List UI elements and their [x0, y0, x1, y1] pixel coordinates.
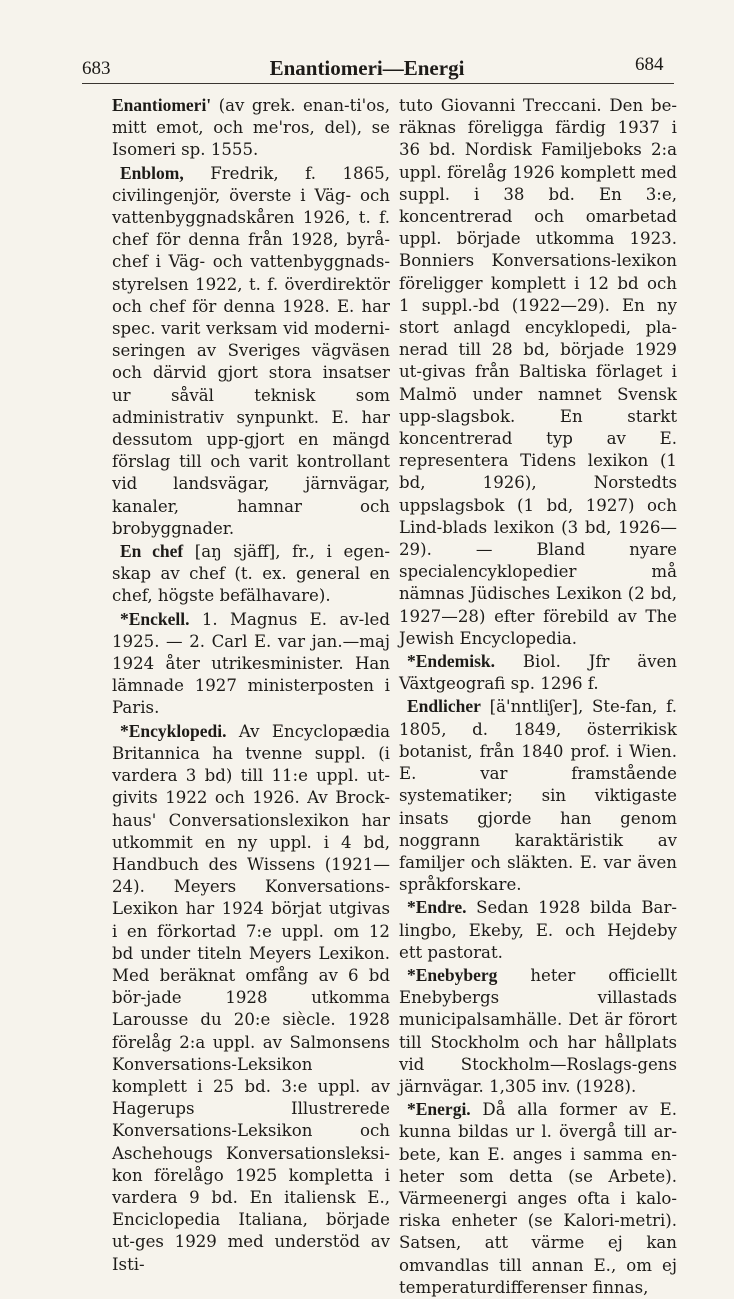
- entry-text: (av grek. enan-ti'os, mitt emot, och me'ros, del), se Isomeri sp. 1555.: [112, 96, 390, 160]
- page-number-right: 684: [635, 54, 664, 75]
- running-title: Enantiomeri—Energi: [269, 56, 465, 80]
- entry-text: [aŋ sjäff], fr., i egen-skap av chef (t. ex. general en chef, högste befälhavare).: [112, 542, 390, 606]
- entry-text: tuto Giovanni Treccani. Den be-räknas föreligga färdig 1937 i 36 bd. Nordisk Familjeboks 2:a uppl. förelåg 1926 komplett med suppl. i 38 bd. En 3:e, koncentrerad och omarbetad uppl. började utkomma 1923. Bonniers Konversations-lexikon föreligger komplett i 12 bd och 1 suppl.-bd (1922—29). En ny stort anlagd encyklopedi, pla-nerad till 28 bd, började 1929 ut-givas från Baltiska förlaget i Malmö under namnet Svensk upp-slagsbok. En starkt koncentrerad typ av E. representera Tidens lexikon (1 bd, 1926), Norstedts uppslagsbok (1 bd, 1927) och Lind-blads lexikon (3 bd, 1926—29). — Bland nyare specialencyklopedier må nämnas Jüdisches Lexikon (2 bd, 1927—28) efter förebild av The Jewish Encyclopedia.: [399, 96, 677, 648]
- entry-energi: [399, 1098, 677, 1299]
- entry-text: heter officiellt Enebybergs villastads municipalsamhälle. Det är förort till Stockholm och har hållplats vid Stockholm—Roslags-gens järnvägar. 1,305 inv. (1928).: [399, 965, 677, 1096]
- headword: *Enckell.: [120, 608, 190, 629]
- left-column: [112, 94, 390, 1276]
- headword: *Endre.: [407, 897, 467, 918]
- entry-text: Biol. Jfr även Växtgeografi sp. 1296 f.: [399, 652, 677, 694]
- headword: *Endemisk.: [407, 651, 496, 672]
- entry-endlicher: [399, 695, 677, 896]
- entry-enantiomeri: [112, 94, 390, 162]
- entry-text: Då alla former av E. kunna bildas ur l. övergå till ar-bete, kan E. anges i samma en-heter som detta (se Arbete). Värmeenergi anges ofta i kalo-riska enheter (se Kalori-metri). Satsen, att värme ej kan omvandlas till annan E., om ej temperaturdifferenser finnas,: [399, 1100, 677, 1297]
- headword: *Encyklopedi.: [120, 720, 227, 741]
- entry-text: Sedan 1928 bilda Bar-lingbo, Ekeby, E. och Hejdeby ett pastorat.: [399, 898, 677, 962]
- entry-endemisk: [399, 650, 677, 695]
- page-number-left: 683: [82, 58, 111, 79]
- headword: *Energi.: [407, 1099, 471, 1120]
- entry-text: [ä'nntliʃer], Ste-fan, f. 1805, d. 1849, österrikisk botanist, från 1840 prof. i Wien. E. var framstående systematiker; sin viktigaste insats gjorde han genom noggrann karaktäristik av familjer och släkten. E. var även språkforskare.: [399, 697, 677, 895]
- entry-text: Fredrik, f. 1865, civilingenjör, överste i Väg- och vattenbyggnadskåren 1926, t. f. chef för denna från 1928, byrå-chef i Väg- och vattenbyggnads-styrelsen 1922, t. f. överdirektör och chef för denna 1928. E. har spec. varit verksam vid moderni-seringen av Sveriges vägväsen och därvid gjort stora insatser ur såväl teknisk som administrativ synpunkt. E. har dessutom upp-gjort en mängd förslag till och varit kontrollant vid landsvägar, järnvägar, kanaler, hamnar och brobyggnader.: [112, 163, 390, 538]
- entry-endre: [399, 896, 677, 964]
- entry-en-chef: [112, 540, 390, 608]
- headword: Enantiomeri': [112, 95, 212, 115]
- entry-enebyberg: [399, 964, 677, 1098]
- right-column: [399, 94, 677, 1299]
- entry-text: 1. Magnus E. av-led 1925. — 2. Carl E. var jan.—maj 1924 åter utrikesminister. Han lämnade 1927 ministerposten i Paris.: [112, 609, 390, 718]
- headword: Endlicher: [407, 696, 481, 717]
- entry-enckell: [112, 608, 390, 720]
- header-rule: [82, 83, 674, 84]
- headword: En chef: [120, 541, 184, 562]
- running-header: [0, 54, 734, 84]
- entry-encyklopedi: [112, 720, 390, 1276]
- entry-encyklopedi-continued: [399, 94, 677, 650]
- entry-text: Av Encyclopædia Britannica ha tvenne suppl. (i vardera 3 bd) till 11:e uppl. ut-givits 1922 och 1926. Av Brock-haus' Conversationslexikon har utkommit en ny uppl. i 4 bd, Handbuch des Wissens (1921—24). Meyers Konversations-Lexikon har 1924 börjat utgivas i en förkortad 7:e uppl. om 12 bd under titeln Meyers Lexikon. Med beräknat omfång av 6 bd bör-jade 1928 utkomma Larousse du 20:e siècle. 1928 förelåg 2:a uppl. av Salmonsens Konversations-Leksikon komplett i 25 bd. 3:e uppl. av Hagerups Illustrerede Konversations-Leksikon och Aschehougs Konversationsleksi-kon förelågo 1925 kompletta i vardera 9 bd. En italiensk E., Enciclopedia Italiana, började ut-ges 1929 med understöd av Isti-: [112, 721, 390, 1274]
- entry-enblom: [112, 162, 390, 540]
- headword: *Enebyberg: [407, 964, 498, 985]
- headword: Enblom,: [120, 162, 184, 183]
